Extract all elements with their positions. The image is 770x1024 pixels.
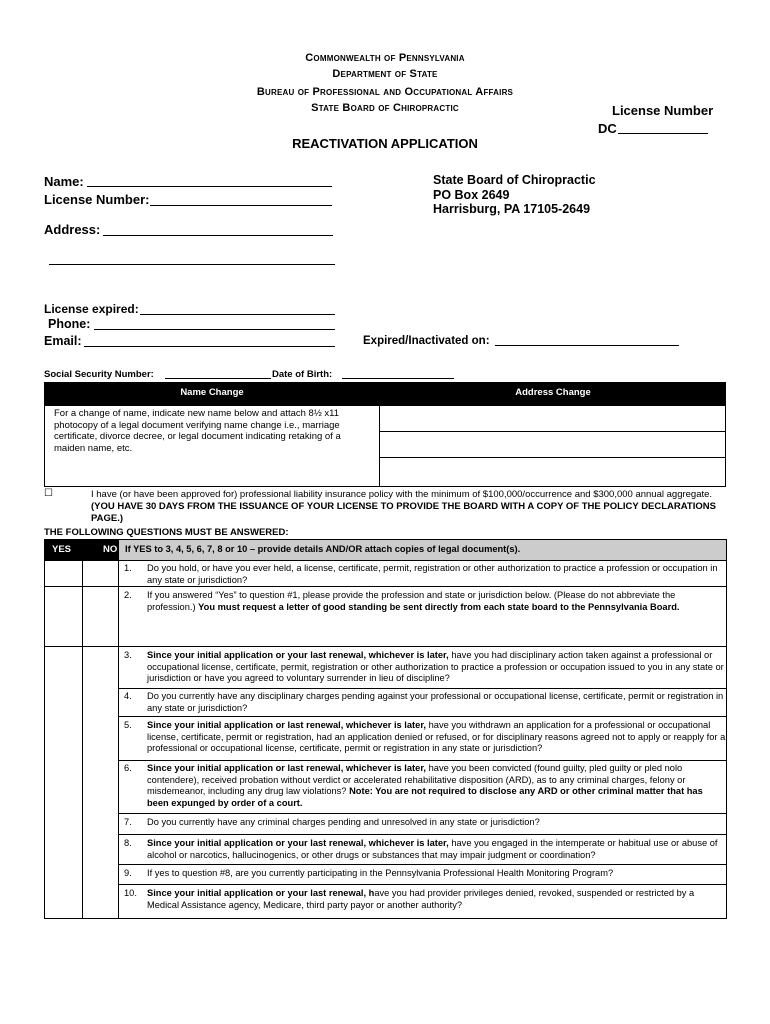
question-bold: Since your initial application or last renewal, whichever is later, <box>147 720 427 730</box>
ssn-label: Social Security Number: <box>44 369 154 380</box>
insurance-bold-text: (YOU HAVE 30 DAYS FROM THE ISSUANCE OF YOUR LICENSE TO PROVIDE THE BOARD WITH A COPY OF THE POLICY DECLARATIONS PAGE.) <box>91 501 716 524</box>
license-number-label: License Number <box>612 103 714 118</box>
question-text: have you engaged in the intemperate or habitual use or abuse of alcohol or narcotics, hallucinogenics, or other drugs or substances that may impair judgment or coordination? <box>147 838 718 860</box>
no-answer-column[interactable] <box>83 562 118 918</box>
question-number: 4. <box>124 691 132 701</box>
expired-inactivated-field[interactable] <box>495 345 679 346</box>
insurance-checkbox[interactable]: ☐ <box>44 488 53 499</box>
question-text: have you had disciplinary action taken against a professional or occupational license, certificate, permit, registration or other authorization to practice a profession or occupation issued to you in any state or jurisdiction or have you agreed to voluntary surrender in lieu of discipline? <box>147 650 724 683</box>
questions-intro: THE FOLLOWING QUESTIONS MUST BE ANSWERED: <box>44 527 289 538</box>
address-change-header: Address Change <box>515 387 591 398</box>
header-bureau: Bureau of Professional and Occupational Affairs <box>256 86 514 98</box>
question-3 <box>119 650 726 685</box>
change-header-bar <box>44 382 726 405</box>
question-text: have you been convicted (found guilty, pled guilty or pled nolo contendere), received probation without verdict or accelerated rehabilitative disposition (ARD), as to any criminal charges, felony or misdemeanor, including any drug law violations? <box>147 763 686 796</box>
question-text: Do you hold, or have you ever held, a license, certificate, permit, registration or other authorization to practice a profession or occupation in any state or jurisdiction? <box>147 563 718 585</box>
address-field-line2[interactable] <box>49 264 335 265</box>
board-mailing-address <box>433 173 596 217</box>
question-number: 8. <box>124 838 132 848</box>
dob-field[interactable] <box>342 378 454 379</box>
question-number: 6. <box>124 763 132 773</box>
question-5 <box>119 720 726 755</box>
question-bold: Since your initial application or your last renewal, whichever is later, <box>147 838 449 848</box>
row-separator <box>118 813 727 814</box>
name-change-box <box>44 405 380 487</box>
question-text: have you withdrawn an application for a professional or occupational license, certificate, permit or registration, had an application denied or refused, or for disciplinary reasons agreed not to apply or reapply for a professional or occupational license, certificate, permit or registration in any state or jurisdiction? <box>147 720 726 753</box>
row-separator <box>118 864 727 865</box>
question-1 <box>119 563 726 586</box>
row-separator <box>118 716 727 717</box>
question-10 <box>119 888 726 911</box>
row-separator <box>118 760 727 761</box>
name-field[interactable] <box>87 186 332 187</box>
question-number: 5. <box>124 720 132 730</box>
question-text: ave you had provider privileges denied, revoked, suspended or restricted by a Medical Assistance agency, Medicare, third party payor or another authority? <box>147 888 695 910</box>
page-title: REACTIVATION APPLICATION <box>292 136 478 151</box>
row-separator <box>118 834 727 835</box>
question-text: Do you currently have any disciplinary charges pending against your professional or occupational license, certificate, permit or registration in any state or jurisdiction? <box>147 691 724 713</box>
address-change-box <box>379 405 726 487</box>
yes-no-header <box>44 539 119 561</box>
question-number: 7. <box>124 817 132 827</box>
yes-answer-column[interactable] <box>45 562 82 918</box>
question-number: 10. <box>124 888 137 898</box>
question-tail: Note: You are not required to disclose any ARD or other criminal matter that has been expunged by order of a court. <box>147 786 703 808</box>
license-expired-label: License expired: <box>44 302 139 316</box>
row-separator <box>118 688 727 689</box>
questions-instruction: If YES to 3, 4, 5, 6, 7, 8 or 10 – provide details AND/OR attach copies of legal document(s). <box>125 544 521 554</box>
no-header: NO <box>103 544 118 555</box>
insurance-statement <box>91 489 731 525</box>
yes-header: YES <box>52 544 72 555</box>
email-label: Email: <box>44 334 82 348</box>
question-7 <box>119 817 726 829</box>
question-6 <box>119 763 726 809</box>
license-number-field[interactable] <box>150 205 332 206</box>
question-number: 2. <box>124 590 132 600</box>
dob-label: Date of Birth: <box>272 369 333 380</box>
name-change-text: For a change of name, indicate new name below and attach 8½ x11 photocopy of a legal document verifying name change i.e., marriage certificate, divorce decree, or legal document indicating retaking of a maiden name, etc. <box>54 408 341 454</box>
question-tail: You must request a letter of good standing be sent directly from each state board to the Pennsylvania Board. <box>198 601 680 612</box>
address-change-line1[interactable] <box>379 431 725 432</box>
address-label: Address: <box>44 222 101 237</box>
row-separator <box>44 646 727 647</box>
question-number: 1. <box>124 563 132 573</box>
question-text: If yes to question #8, are you currently participating in the Pennsylvania Professional Health Monitoring Program? <box>147 868 614 878</box>
ssn-field[interactable] <box>165 378 271 379</box>
question-text: Do you currently have any criminal charges pending and unresolved in any state or jurisdiction? <box>147 817 540 827</box>
question-bold: Since your initial application or your last renewal, h <box>147 888 375 898</box>
address-field-line1[interactable] <box>103 235 333 236</box>
question-8 <box>119 838 726 861</box>
question-bold: Since your initial application or your last renewal, whichever is later, <box>147 650 449 660</box>
name-label: Name: <box>44 174 84 189</box>
address-change-line2[interactable] <box>379 457 725 458</box>
question-number: 9. <box>124 868 132 878</box>
header-commonwealth: Commonwealth of Pennsylvania <box>305 52 465 64</box>
header-board: State Board of Chiropractic <box>311 102 459 114</box>
change-divider <box>379 405 380 487</box>
dc-number-field[interactable] <box>618 133 708 134</box>
board-address-line3: Harrisburg, PA 17105-2649 <box>433 202 591 216</box>
phone-field[interactable] <box>94 329 335 330</box>
expired-inactivated-label: Expired/Inactivated on: <box>363 335 490 347</box>
name-change-header: Name Change <box>180 387 244 398</box>
license-expired-field[interactable] <box>140 314 335 315</box>
license-number-field-label: License Number: <box>44 192 150 207</box>
email-field[interactable] <box>84 346 335 347</box>
insurance-text: I have (or have been approved for) professional liability insurance policy with the minimum of $100,000/occurrence and $300,000 annual aggregate. <box>91 489 713 500</box>
phone-label: Phone: <box>48 317 91 331</box>
dc-label: DC <box>598 121 617 136</box>
question-9 <box>119 868 726 880</box>
board-address-line2: PO Box 2649 <box>433 187 510 202</box>
question-bold: Since your initial application or last renewal, whichever is later, <box>147 763 427 773</box>
question-2 <box>119 590 726 613</box>
question-4 <box>119 691 726 714</box>
question-text: If you answered “Yes” to question #1, please provide the profession and state or jurisdiction below. (Please do not abbreviate the profession.) <box>147 590 676 612</box>
row-separator <box>44 586 727 587</box>
header-department: Department of State <box>332 68 438 80</box>
row-separator <box>118 884 727 885</box>
question-number: 3. <box>124 650 132 660</box>
board-address-line1: State Board of Chiropractic <box>433 173 596 187</box>
